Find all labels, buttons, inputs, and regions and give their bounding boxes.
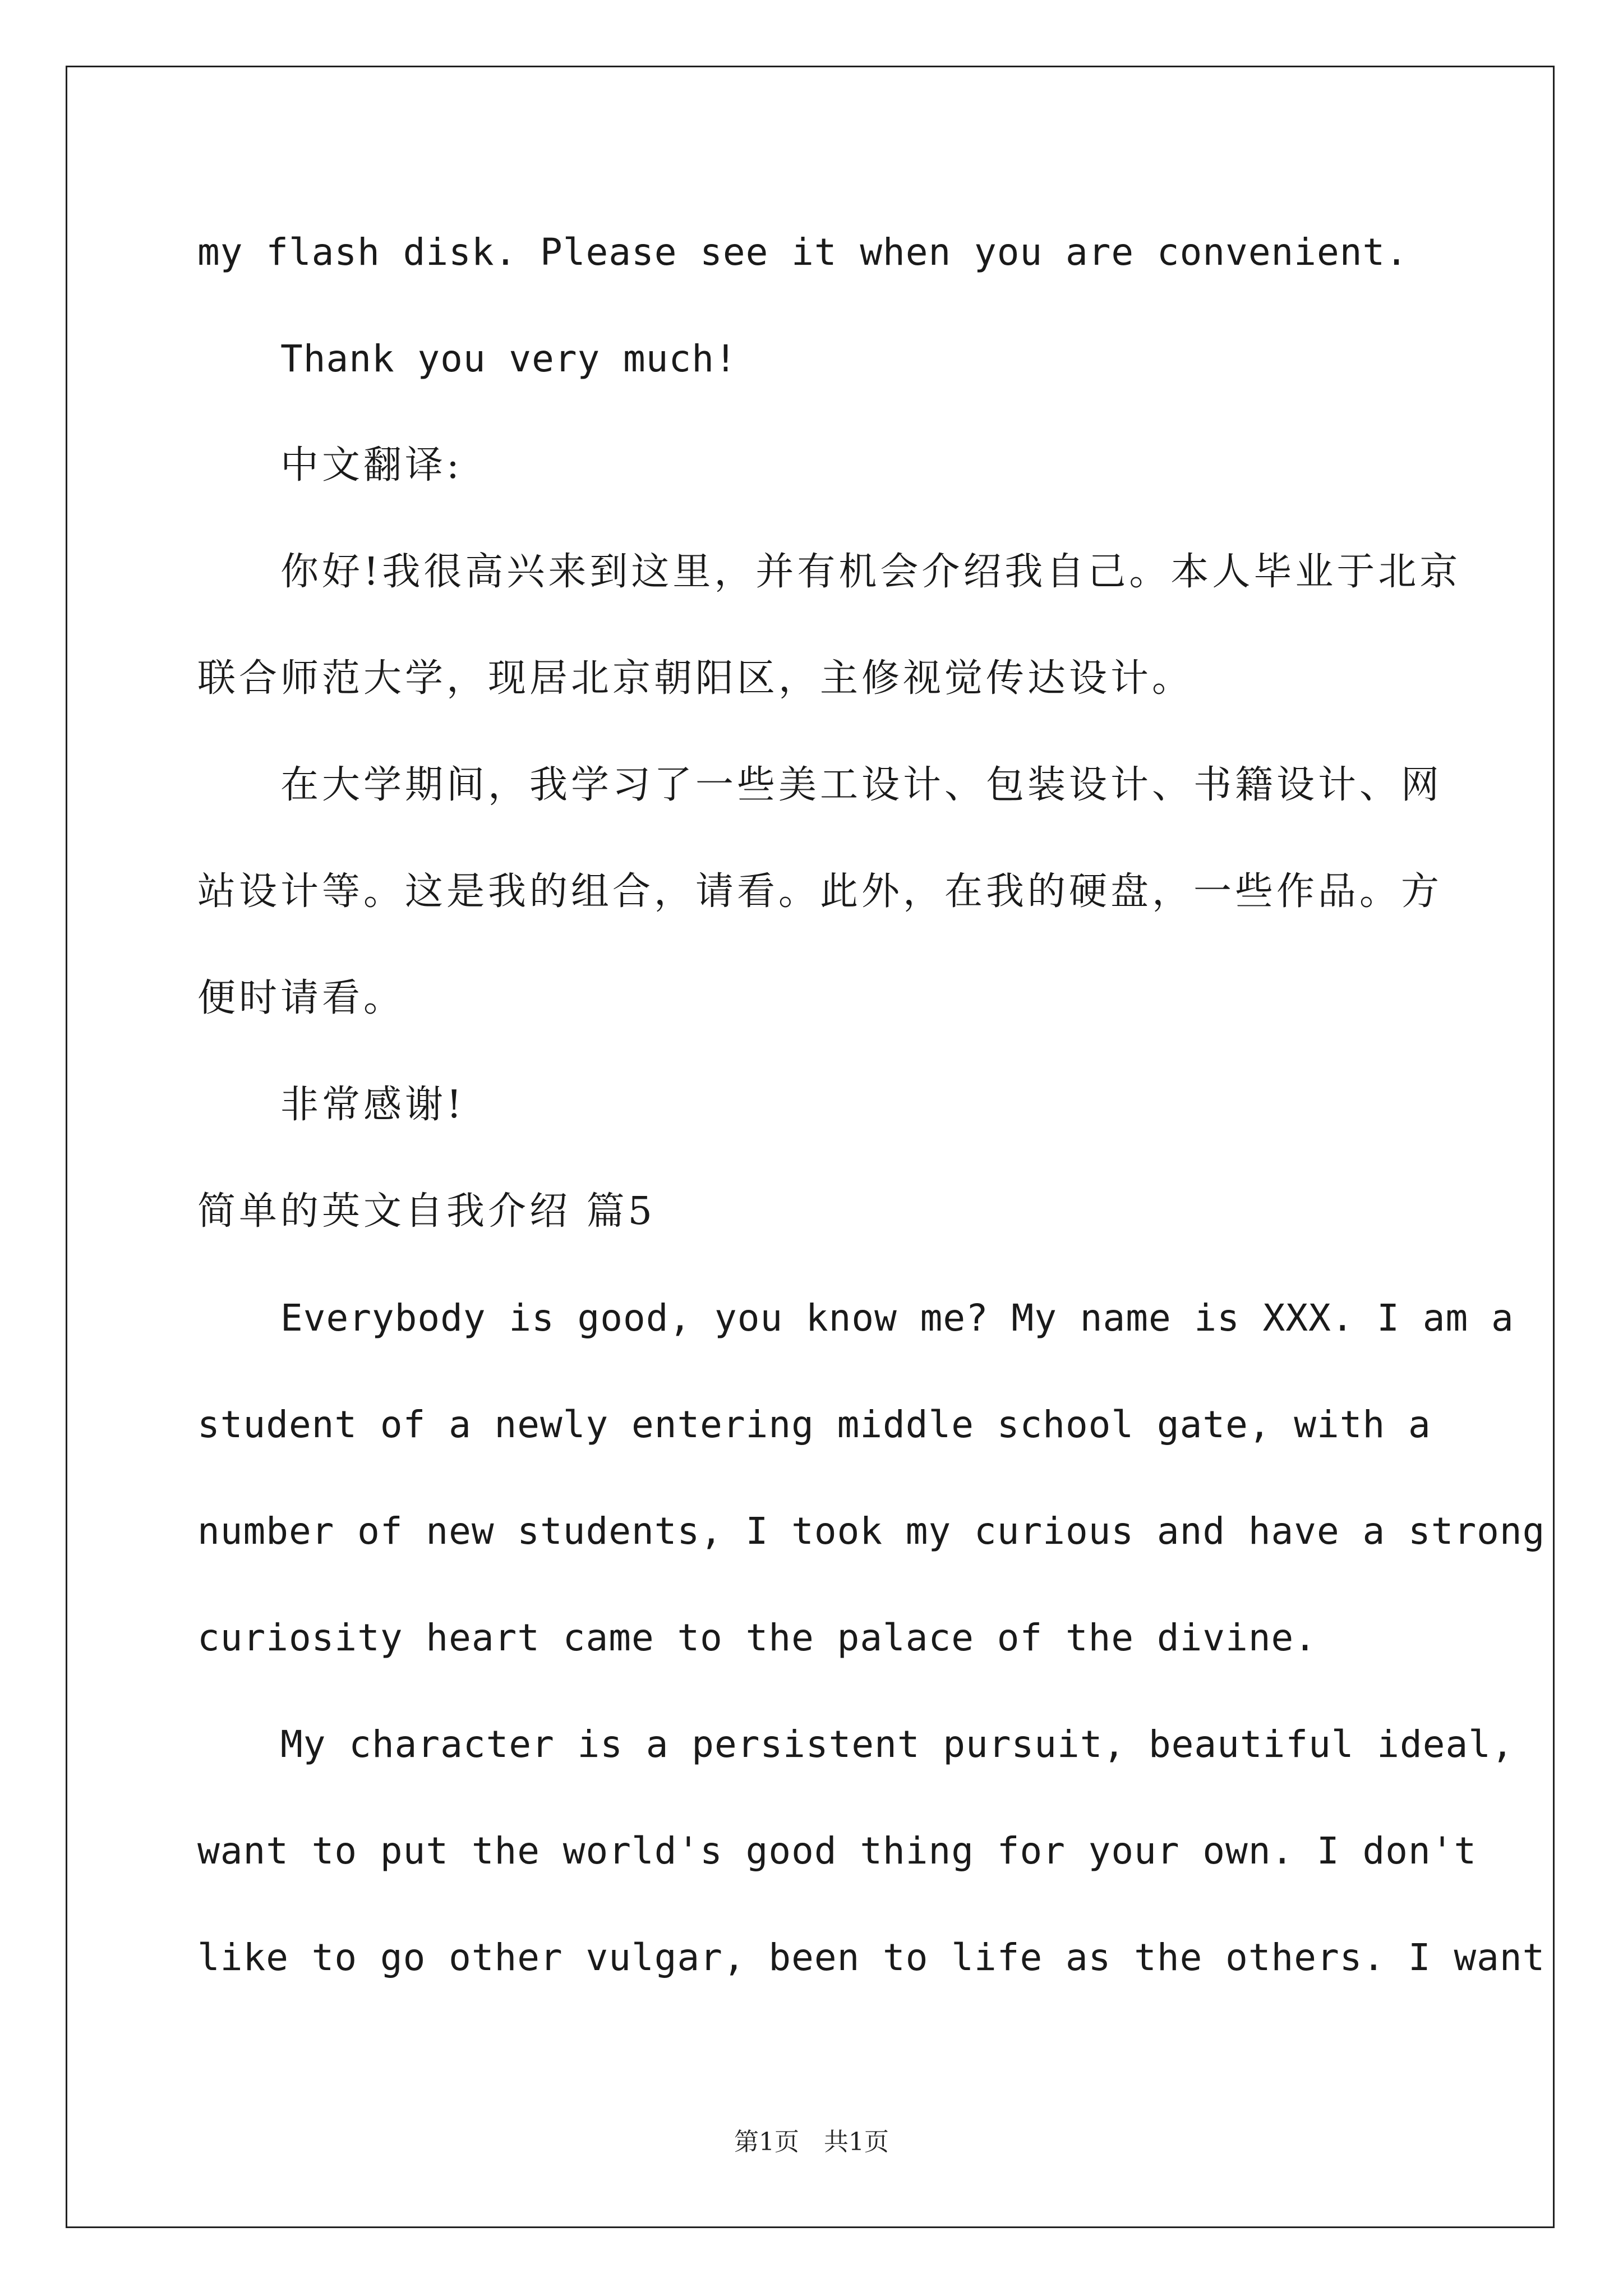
- text-line: my flash disk. Please see it when you are convenient.: [197, 231, 1408, 274]
- text-line: student of a newly entering middle school gate, with a: [197, 1403, 1431, 1446]
- text-line: 联合师范大学，现居北京朝阳区，主修视觉传达设计。: [197, 656, 1194, 701]
- text-line: want to put the world's good thing for your own. I don't: [197, 1829, 1477, 1872]
- text-line: number of new students, I took my curious and have a strong: [197, 1510, 1546, 1553]
- text-line: curiosity heart came to the palace of the divine.: [197, 1616, 1317, 1659]
- text-line: Thank you very much!: [280, 337, 737, 380]
- text-line: like to go other vulgar, been to life as the others. I want: [197, 1936, 1546, 1979]
- text-line: 你好!我很高兴来到这里，并有机会介绍我自己。本人毕业于北京: [280, 550, 1461, 594]
- text-line: 在大学期间，我学习了一些美工设计、包装设计、书籍设计、网: [280, 763, 1443, 807]
- text-line: Everybody is good, you know me? My name is XXX. I am a: [280, 1296, 1514, 1340]
- text-line: 非常感谢!: [280, 1083, 465, 1127]
- page-border: [66, 66, 1555, 2228]
- section-heading: 简单的英文自我介绍 篇5: [197, 1189, 656, 1234]
- page-footer: 第1页 共1页: [734, 2128, 889, 2156]
- text-line: 便时请看。: [197, 976, 405, 1020]
- text-line: 中文翻译:: [280, 443, 463, 487]
- text-line: My character is a persistent pursuit, beautiful ideal,: [280, 1723, 1514, 1766]
- text-line: 站设计等。这是我的组合，请看。此外，在我的硬盘，一些作品。方: [197, 869, 1443, 914]
